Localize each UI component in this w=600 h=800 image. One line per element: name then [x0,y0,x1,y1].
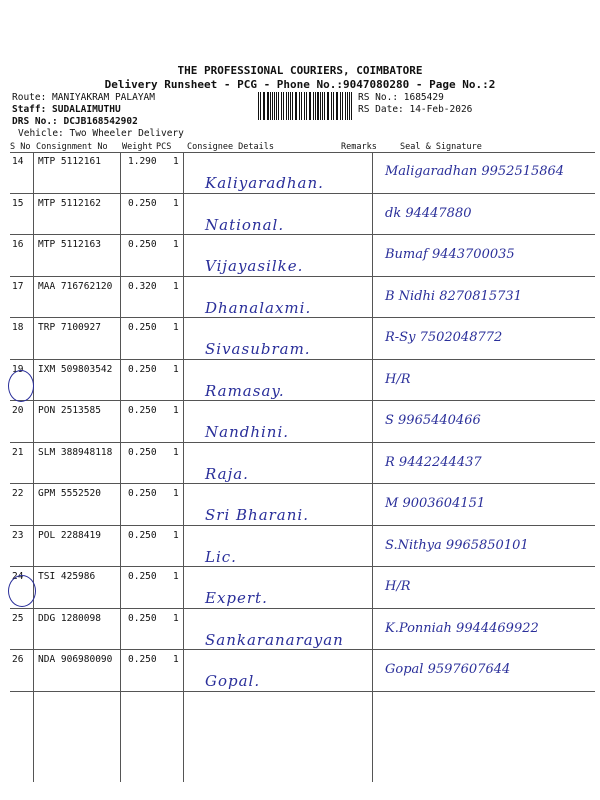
row-consignment-no: NDA 906980090 [38,654,113,665]
col-weight: Weight [122,142,153,152]
row-signature-handwritten: H/R [385,371,411,387]
table-row [0,401,600,443]
barcode-bar [340,92,342,120]
row-weight: 0.250 [128,529,157,541]
barcode-bar [299,92,300,120]
row-sno: 26 [12,654,24,665]
barcode-bar [296,92,297,120]
drs-label: DRS No.: DCJB168542902 [12,116,138,127]
row-consignment-no: POL 2288419 [38,529,101,541]
table-row [0,484,600,526]
row-sno: 21 [12,446,24,458]
row-pcs: 1 [173,156,179,167]
barcode-bar [301,92,303,120]
row-sno: 17 [12,280,24,292]
barcode-bar [281,92,282,120]
circle-mark [8,370,34,402]
row-consignment-no: TSI 425986 [38,571,96,582]
row-signature-handwritten: K.Ponniah 9944469922 [385,620,539,636]
row-consignment-no: MTP 5112162 [38,197,101,209]
row-weight: 0.250 [128,239,157,250]
row-rule [10,691,595,692]
barcode-bar [309,92,310,120]
row-pcs: 1 [173,197,179,209]
barcode-bar [315,92,316,120]
row-consignee-handwritten: Nandhini. [205,423,290,441]
barcode-bar [260,92,261,120]
barcode-bar [349,92,350,120]
barcode-bar [258,92,259,120]
table-row [0,318,600,360]
table-row [0,567,600,609]
barcode-bar [342,92,343,120]
row-pcs: 1 [173,571,179,582]
barcode-bar [317,92,319,120]
table-row [0,526,600,568]
row-sno: 16 [12,239,24,250]
barcode-bar [337,92,338,120]
table-row [0,609,600,651]
row-pcs: 1 [173,405,179,416]
row-pcs: 1 [173,529,179,541]
circle-mark [8,575,36,607]
barcode-bar [286,92,287,120]
row-pcs: 1 [173,488,179,499]
row-pcs: 1 [173,239,179,250]
row-consignment-no: MTP 5112161 [38,156,101,167]
row-weight: 0.250 [128,363,157,375]
row-signature-handwritten: R 9442244437 [385,454,482,470]
table-row [0,235,600,277]
barcode-bar [313,92,314,120]
row-weight: 0.250 [128,654,157,665]
barcode-bar [267,92,269,120]
row-sno: 22 [12,488,24,499]
barcode-bar [283,92,285,120]
row-signature-handwritten: M 9003604151 [385,496,486,511]
row-consignee-handwritten: Sankaranarayan [205,630,344,649]
route-label: Route: MANIYAKRAM PALAYAM [12,92,155,103]
row-consignee-handwritten: Sri Bharani. [205,506,309,524]
row-signature-handwritten: Bumaf 9443700035 [385,247,515,262]
barcode-bar [331,92,332,120]
row-consignment-no: IXM 509803542 [38,363,113,375]
row-signature-handwritten: H/R [385,579,411,594]
table-row [0,650,600,692]
row-consignment-no: MTP 5112163 [38,239,101,250]
barcode-bar [292,92,293,120]
row-pcs: 1 [173,654,179,665]
row-consignment-no: PON 2513585 [38,405,101,416]
row-pcs: 1 [173,322,179,333]
row-consignment-no: GPM 5552520 [38,488,101,499]
barcode-bar [347,92,348,120]
barcode-bar [336,92,337,120]
row-sno: 14 [12,156,24,167]
barcode-bar [270,92,271,120]
row-consignment-no: SLM 388948118 [38,446,113,458]
barcode-bar [276,92,277,120]
row-pcs: 1 [173,280,179,292]
table-row [0,277,600,319]
row-consignee-handwritten: Sivasubram. [205,340,311,358]
staff-label: Staff: SUDALAIMUTHU [12,104,121,115]
row-signature-handwritten: Maligaradhan 9952515864 [385,164,565,179]
table-row [0,152,600,194]
row-consignee-handwritten: Raja. [205,464,249,483]
row-weight: 0.250 [128,488,157,499]
runsheet-subtitle: Delivery Runsheet - PCG - Phone No.:9047080280 - Page No.:2 [104,78,496,91]
barcode-bar [278,92,279,120]
row-consignment-no: DDG 1280098 [38,612,101,624]
row-consignee-handwritten: Ramasay. [205,381,285,400]
table-row [0,194,600,236]
row-consignee-handwritten: Lic. [205,547,237,566]
barcode-bar [264,92,265,120]
barcode-bar [327,92,328,120]
row-weight: 0.250 [128,612,157,624]
barcode-bar [345,92,346,120]
barcode-bar [263,92,264,120]
row-signature-handwritten: dk 94447880 [385,205,472,221]
row-weight: 0.250 [128,446,157,458]
table-row [0,443,600,485]
barcode-bar [324,92,325,120]
row-consignee-handwritten: Gopal. [205,672,261,690]
barcode-bar [306,92,307,120]
barcode-bar [272,92,273,120]
barcode-bar [322,92,323,120]
row-pcs: 1 [173,612,179,624]
row-signature-handwritten: B Nidhi 8270815731 [385,288,522,304]
table-row [0,360,600,402]
barcode-bar [351,92,352,120]
row-weight: 1.290 [128,156,157,167]
col-remarks: Remarks [341,142,377,152]
row-signature-handwritten: S 9965440466 [385,413,481,428]
vehicle-label: Vehicle: Two Wheeler Delivery [18,128,184,139]
row-weight: 0.250 [128,405,157,416]
row-weight: 0.250 [128,322,157,333]
barcode-bar [290,92,291,120]
col-consignee: Consignee Details [187,142,274,152]
company-title: THE PROFESSIONAL COURIERS, COIMBATORE [177,64,423,77]
col-consignment: Consignment No [36,142,108,152]
row-weight: 0.320 [128,280,157,292]
barcode-bar [320,92,321,120]
row-sno: 19 [12,363,24,375]
row-sno: 24 [12,571,24,582]
row-signature-handwritten: R-Sy 7502048772 [385,330,503,345]
row-consignee-handwritten: Dhanalaxmi. [205,298,312,317]
row-pcs: 1 [173,363,179,375]
col-pcs: PCS [156,142,172,152]
row-signature-handwritten: S.Nithya 9965850101 [385,537,529,553]
row-consignment-no: TRP 7100927 [38,322,101,333]
barcode-bar [295,92,296,120]
row-consignee-handwritten: National. [205,215,285,234]
barcode-bar [288,92,289,120]
barcode-bar [304,92,305,120]
row-sno: 18 [12,322,24,333]
row-sno: 23 [12,529,24,541]
row-consignee-handwritten: Expert. [205,589,268,607]
row-signature-handwritten: Gopal 9597607644 [385,662,511,677]
row-sno: 15 [12,197,24,209]
barcode-bar [333,92,334,120]
row-sno: 20 [12,405,24,416]
barcode-bar [274,92,275,120]
rs-number: RS No.: 1685429 [358,92,444,103]
row-pcs: 1 [173,446,179,458]
row-consignee-handwritten: Vijayasilke. [205,257,304,275]
row-sno: 25 [12,612,24,624]
row-weight: 0.250 [128,571,157,582]
col-seal: Seal & Signature [400,142,482,152]
rs-date: RS Date: 14-Feb-2026 [358,104,473,115]
barcode-bar [328,92,329,120]
barcode [258,92,354,120]
row-consignment-no: MAA 716762120 [38,280,113,292]
col-sno: S No [10,142,31,152]
row-consignee-handwritten: Kaliyaradhan. [205,174,324,192]
barcode-bar [310,92,311,120]
row-weight: 0.250 [128,197,157,209]
